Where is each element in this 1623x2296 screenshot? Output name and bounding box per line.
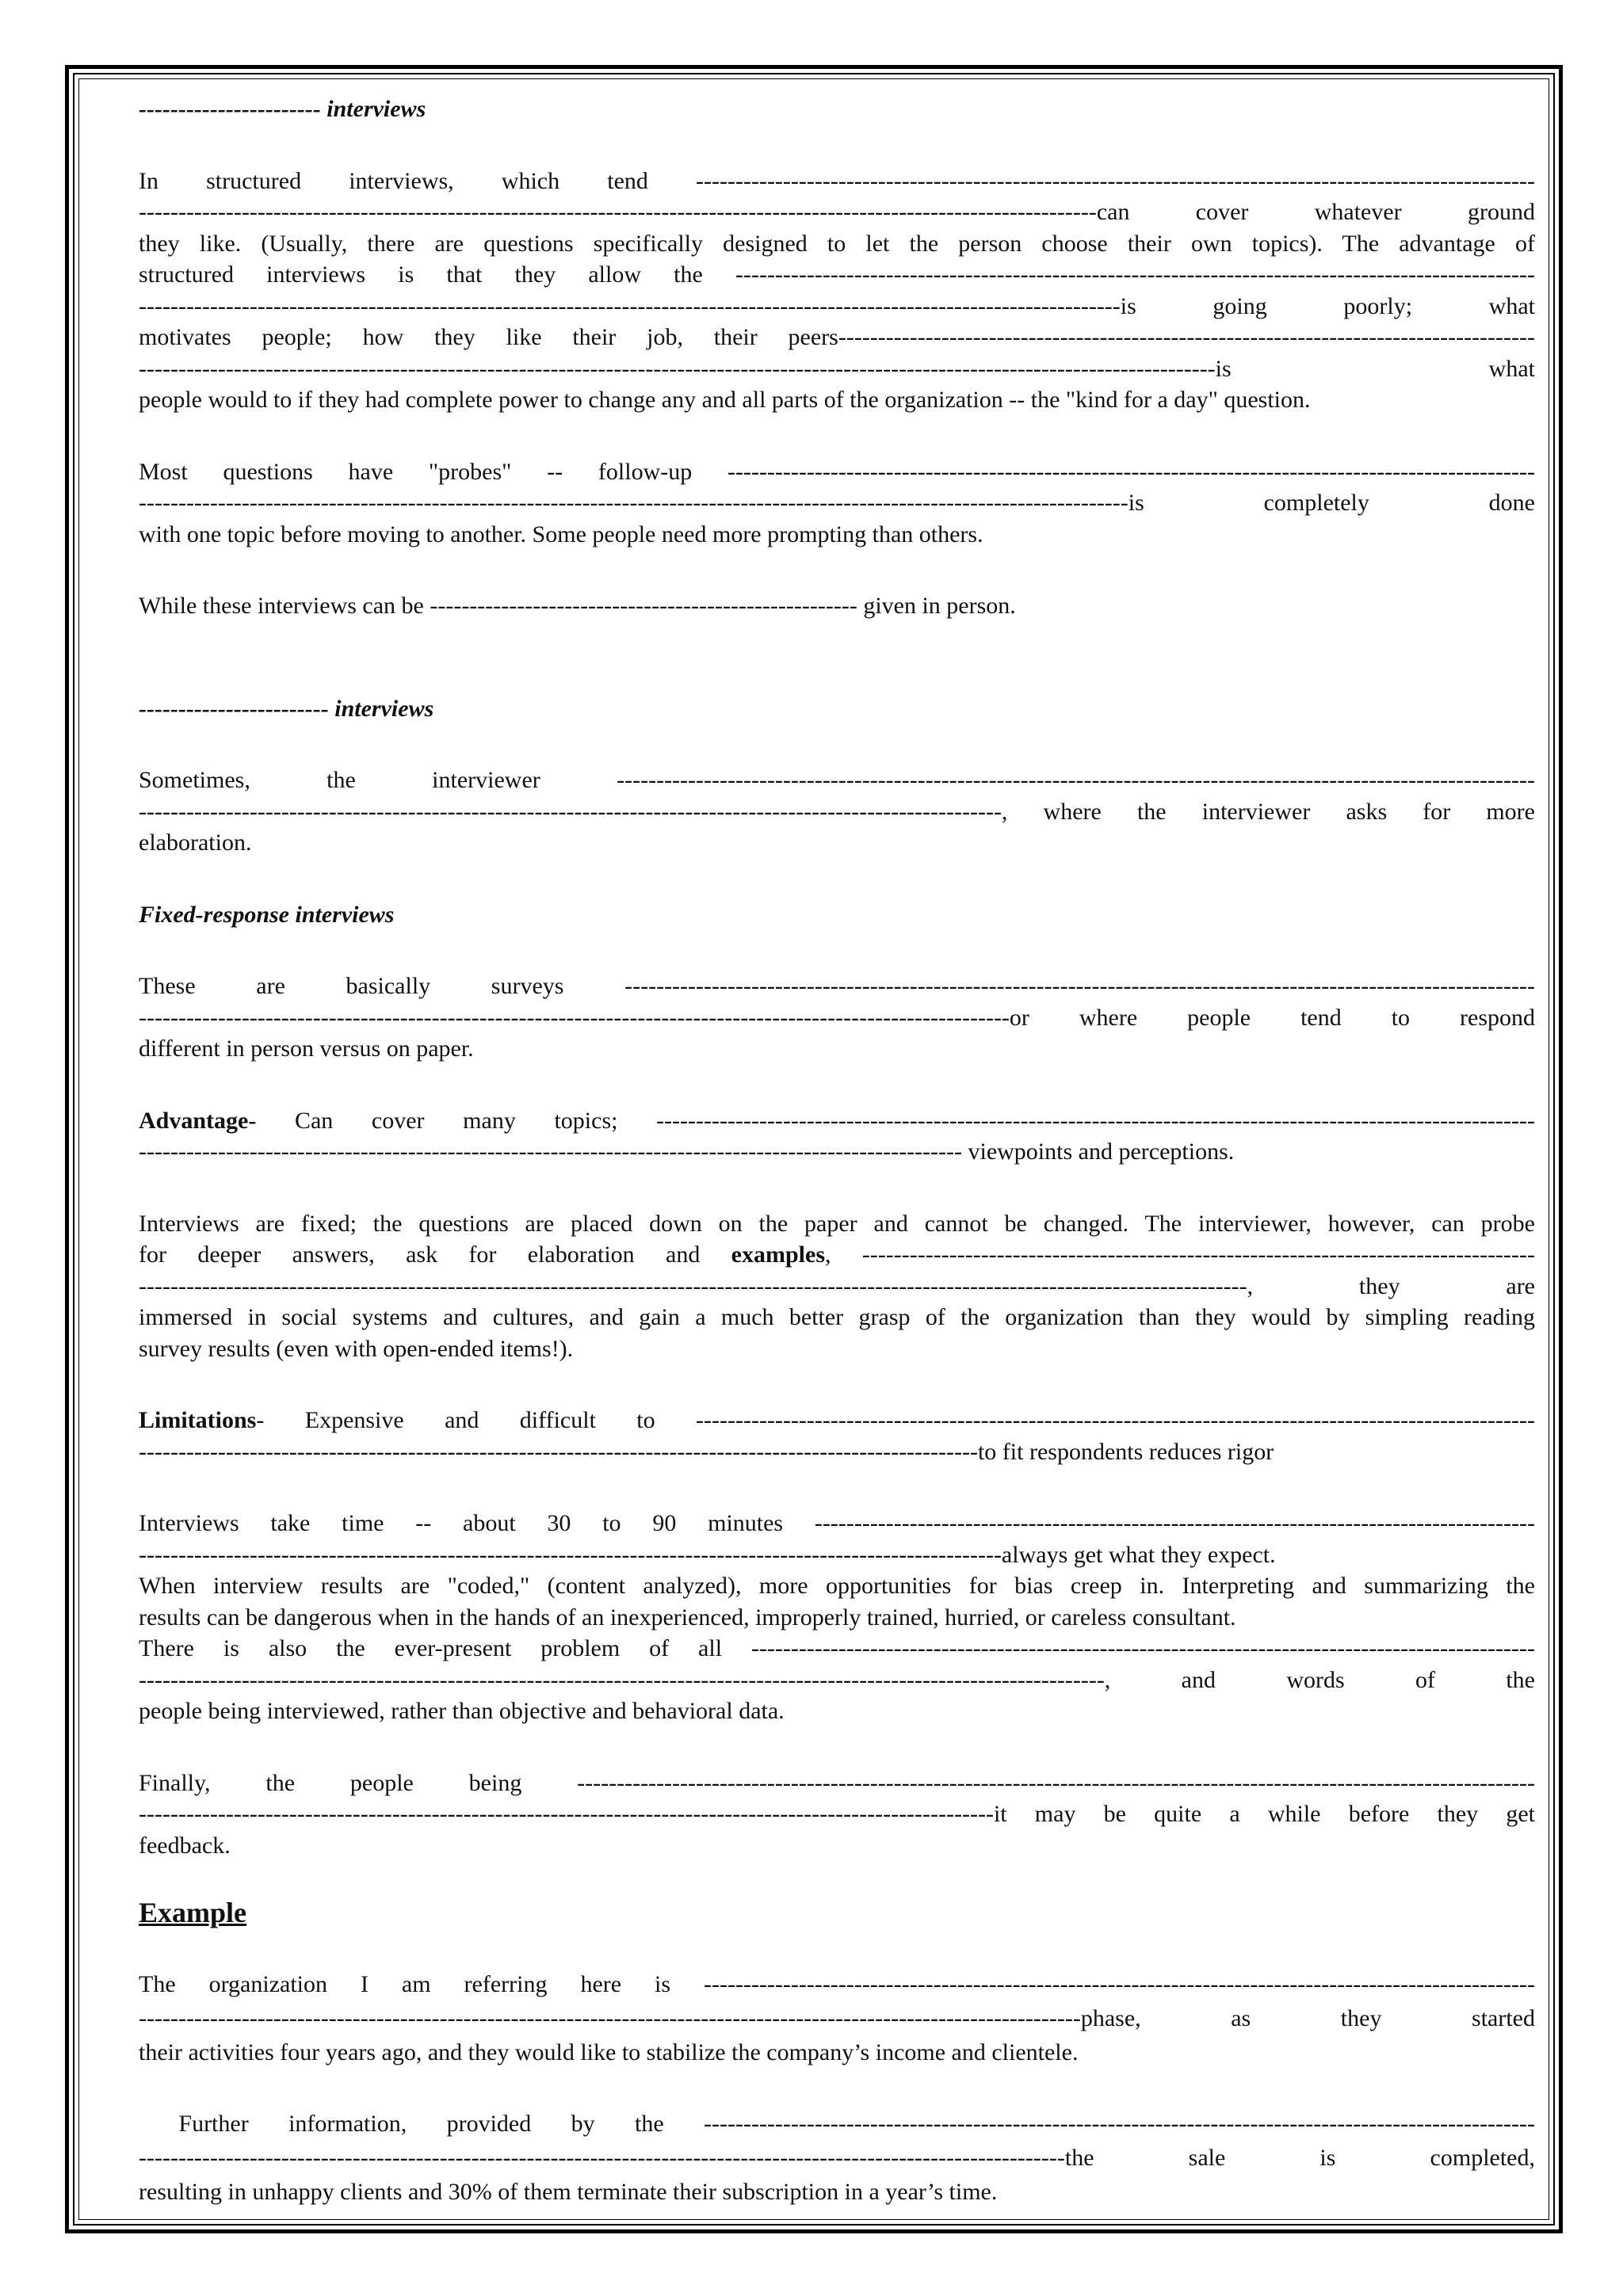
example-heading: Example [139,1897,247,1928]
paragraph-line: -------------------------------------------------------------------------------------------------------------always get what they expect. [139,1541,1276,1568]
paragraph-line: ---------------------------------------------------------------------------------------------------------------------the sale is completed, [139,2144,1535,2171]
paragraph-line: Most questions have "probes" -- follow-up ------------------------------------------------------------------------------------------------------ [139,458,1535,485]
paragraph-line: ------------------------------------------------------------------------------------------------------------it may be quite a while before they get [139,1801,1535,1827]
paragraph-line: Interviews take time -- about 30 to 90 minutes ------------------------------------------------------------------------------------------- [139,1510,1535,1536]
document-body [139,93,1535,2207]
limitations-label: Limitations [139,1407,257,1433]
paragraph-line: The organization I am referring here is --------------------------------------------------------------------------------------------------------- [139,1971,1535,1997]
paragraph-line: people would to if they had complete power to change any and all parts of the organization -- the "kind for a day" question. [139,387,1311,413]
paragraph-line: motivates people; how they like their job, their peers---------------------------------------------------------------------------------------- [139,324,1535,350]
paragraph-line: elaboration. [139,830,252,856]
paragraph-line: immersed in social systems and cultures, and gain a much better grasp of the organization than they would by simpling reading [139,1304,1535,1330]
paragraph-line: -------------------------------------------------------------------------------------------------------------------------can cover whatever ground [139,199,1535,225]
paragraph-line: people being interviewed, rather than objective and behavioral data. [139,1698,785,1724]
paragraph-line: Sometimes, the interviewer -------------------------------------------------------------------------------------------------------------------- [139,767,1535,793]
advantage-text: Can cover many topics; --------------------------------------------------------------------------------------------------------------- [256,1107,1535,1134]
paragraph-line: with one topic before moving to another. Some people need more prompting than others. [139,521,983,547]
paragraph-line: ----------------------------------------------------------------------------------------------------------------------------------------is what [139,355,1535,382]
paragraph-line: resulting in unhappy clients and 30% of them terminate their subscription in a year’s time. [139,2178,998,2205]
paragraph-line: feedback. [139,1832,231,1859]
paragraph-line: Interviews are fixed; the questions are placed down on the paper and cannot be changed. The interviewer, however, can probe [139,1210,1535,1237]
paragraph-line: their activities four years ago, and they would like to stabilize the company’s income and clientele. [139,2039,1079,2065]
paragraph-line: Further information, provided by the --------------------------------------------------------------------------------------------------------- [139,2111,1535,2137]
section-heading-fixed-response: Fixed-response interviews [139,901,395,928]
paragraph-line: survey results (even with open-ended items!). [139,1335,574,1362]
paragraph-line: While these interviews can be ------------------------------------------------------ given in person. [139,593,1016,619]
inline-text: , ------------------------------------------------------------------------------------- [825,1241,1535,1268]
paragraph-line: These are basically surveys ------------------------------------------------------------------------------------------------------------------- [139,973,1535,999]
paragraph-line [139,1239,1535,1271]
advantage-line [139,1105,1535,1137]
paragraph-line: results can be dangerous when in the hands of an inexperienced, improperly trained, hurried, or careless consultant. [139,1604,1236,1630]
paragraph-line: There is also the ever-present problem of all --------------------------------------------------------------------------------------------------- [139,1635,1535,1661]
paragraph-line: different in person versus on paper. [139,1035,474,1062]
examples-bold: examples [731,1241,825,1268]
paragraph-line: -----------------------------------------------------------------------------------------------------------------------phase, as they started [139,2004,1535,2031]
paragraph-line: --------------------------------------------------------------------------------------------------------------------------, and words of the [139,1666,1535,1693]
paragraph-line: ----------------------------------------------------------------------------------------------------------------------------is going poorly; what [139,292,1535,319]
section-heading-interviews-1: ----------------------- interviews [139,96,426,122]
advantage-label: Advantage- [139,1107,257,1134]
limitations-text: - Expensive and difficult to ---------------------------------------------------------------------------------------------------------- [256,1407,1535,1433]
paragraph-line: In structured interviews, which tend ---------------------------------------------------------------------------------------------------------- [139,167,1535,194]
limitations-line [139,1405,1535,1436]
paragraph-line: --------------------------------------------------------------------------------------------------------------or where people tend to respond [139,1004,1535,1031]
paragraph-line: ----------------------------------------------------------------------------------------------------------to fit respondents reduces rigor [139,1438,1274,1465]
paragraph-line: -------------------------------------------------------------------------------------------------------- viewpoints and perceptions. [139,1138,1235,1165]
section-heading-interviews-2: ------------------------ interviews [139,695,434,722]
inline-text: for deeper answers, ask for elaboration and [139,1241,731,1268]
paragraph-line: When interview results are "coded," (content analyzed), more opportunities for bias creep in. Interpreting and summarizing the [139,1573,1535,1599]
paragraph-line: --------------------------------------------------------------------------------------------------------------------------------------------, they are [139,1272,1535,1299]
paragraph-line: structured interviews is that they allow the ----------------------------------------------------------------------------------------------------- [139,261,1535,288]
paragraph-line: -----------------------------------------------------------------------------------------------------------------------------is completely done [139,490,1535,516]
paragraph-line: Finally, the people being ------------------------------------------------------------------------------------------------------------------------- [139,1769,1535,1796]
paragraph-line: they like. (Usually, there are questions specifically designed to let the person choose their own topics). The advantage of [139,230,1535,257]
paragraph-line: -------------------------------------------------------------------------------------------------------------, where the interviewer asks for more [139,798,1535,825]
